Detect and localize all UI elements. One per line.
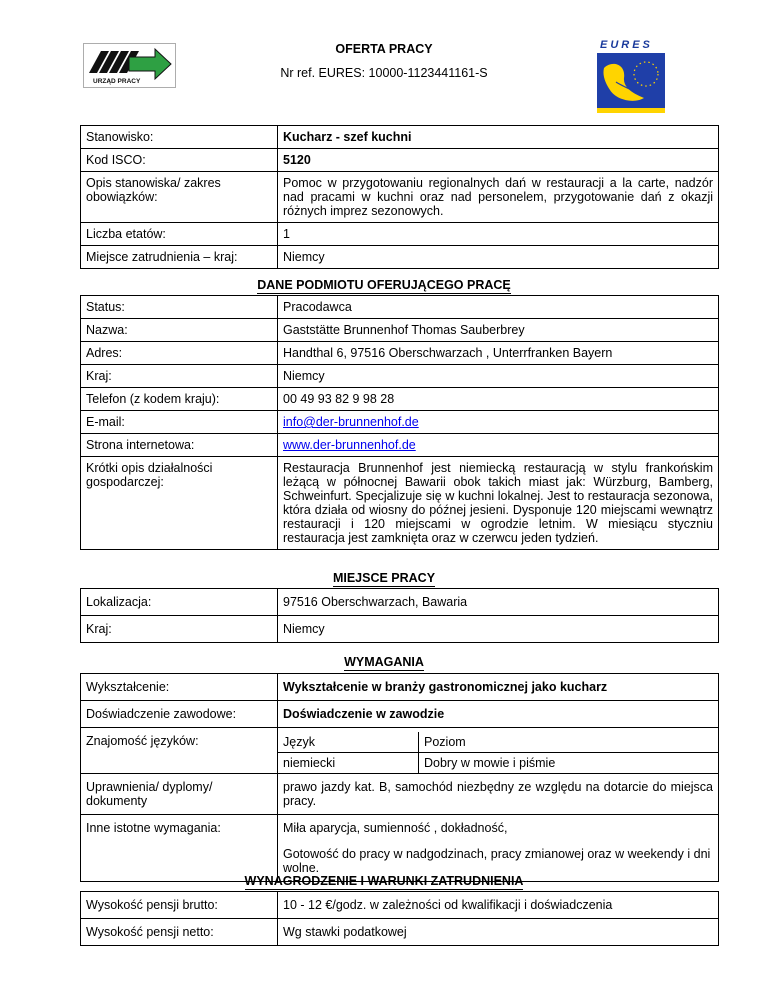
row-label: Doświadczenie zawodowe:	[81, 701, 278, 728]
section-heading-employer: DANE PODMIOTU OFERUJĄCEGO PRACĘ	[257, 278, 511, 292]
reference-number: Nr ref. EURES: 10000-1123441161-S	[280, 66, 488, 80]
row-label: Strona internetowa:	[81, 434, 278, 457]
row-label: Uprawnienia/ dyplomy/ dokumenty	[81, 774, 278, 815]
row-value: Doświadczenie w zawodzie	[278, 701, 719, 728]
row-label: Liczba etatów:	[81, 223, 278, 246]
row-label: Status:	[81, 296, 278, 319]
section-heading-salary: WYNAGRODZENIE I WARUNKI ZATRUDNIENIA	[244, 874, 524, 888]
row-value: Kucharz - szef kuchni	[278, 126, 719, 149]
website-link[interactable]: www.der-brunnenhof.de	[283, 438, 416, 452]
row-label: Telefon (z kodem kraju):	[81, 388, 278, 411]
row-value: prawo jazdy kat. B, samochód niezbędny ze względu na dotarcie do miejsca pracy.	[278, 774, 719, 815]
languages-cell	[278, 728, 719, 774]
section-heading-requirements: WYMAGANIA	[344, 655, 424, 669]
row-label: Kraj:	[81, 365, 278, 388]
page-title: OFERTA PRACY	[335, 42, 433, 56]
row-value: 97516 Oberschwarzach, Bawaria	[278, 589, 719, 616]
row-label: Opis stanowiska/ zakres obowiązków:	[81, 172, 278, 223]
section-heading-place: MIEJSCE PRACY	[332, 571, 436, 585]
urzad-pracy-logo	[83, 43, 176, 88]
row-value: Niemcy	[278, 246, 719, 269]
level-col-header: Poziom	[419, 732, 719, 753]
row-label: E-mail:	[81, 411, 278, 434]
job-row-country	[81, 246, 719, 269]
job-table	[80, 125, 719, 269]
svg-text:URZĄD PRACY: URZĄD PRACY	[93, 78, 141, 85]
job-row-description	[81, 172, 719, 223]
row-label: Znajomość języków:	[81, 728, 278, 774]
job-row-positions-count	[81, 223, 719, 246]
row-label: Kraj:	[81, 616, 278, 643]
row-label: Wysokość pensji brutto:	[81, 892, 278, 919]
row-label: Inne istotne wymagania:	[81, 815, 278, 882]
salary-table	[80, 891, 719, 946]
row-value: 00 49 93 82 9 98 28	[278, 388, 719, 411]
row-label: Wysokość pensji netto:	[81, 919, 278, 946]
row-label: Kod ISCO:	[81, 149, 278, 172]
row-value: 10 - 12 €/godz. w zależności od kwalifikacji i doświadczenia	[278, 892, 719, 919]
other-requirements-cell	[278, 815, 719, 882]
job-row-position	[81, 126, 719, 149]
eures-logo	[594, 38, 670, 118]
row-value: Wykształcenie w branży gastronomicznej jako kucharz	[278, 674, 719, 701]
row-label: Lokalizacja:	[81, 589, 278, 616]
row-value: Handthal 6, 97516 Oberschwarzach , Unterrfranken Bayern	[278, 342, 719, 365]
row-value: Pracodawca	[278, 296, 719, 319]
row-label: Krótki opis działalności gospodarczej:	[81, 457, 278, 550]
row-value: Niemcy	[278, 365, 719, 388]
place-table	[80, 588, 719, 643]
row-value: Niemcy	[278, 616, 719, 643]
row-label: Nazwa:	[81, 319, 278, 342]
languages-table	[278, 732, 718, 773]
lang-col-header: Język	[278, 732, 419, 753]
requirements-table	[80, 673, 719, 882]
svg-text:EURES: EURES	[600, 39, 653, 51]
other-requirement-1: Miła aparycja, sumienność , dokładność,	[283, 821, 508, 835]
other-requirement-2: Gotowość do pracy w nadgodzinach, pracy zmianowej oraz w weekendy i dni wolne.	[283, 847, 711, 875]
row-value: Gaststätte Brunnenhof Thomas Sauberbrey	[278, 319, 719, 342]
row-label: Miejsce zatrudnienia – kraj:	[81, 246, 278, 269]
employer-table	[80, 295, 719, 550]
row-value: Pomoc w przygotowaniu regionalnych dań w restauracji a la carte, nadzór nad pracami w kuchni oraz nad personelem, przygotowanie dań z okazji różnych imprez sezonowych.	[278, 172, 719, 223]
row-label: Stanowisko:	[81, 126, 278, 149]
row-value: 5120	[278, 149, 719, 172]
lang-level: Dobry w mowie i piśmie	[419, 753, 719, 774]
row-value: Restauracja Brunnenhof jest niemiecką restauracją w stylu frankońskim leżącą w północnej Bawarii obok takich miast jak: Würzburg, Bamberg, Schweinfurt. Specjalizuje się w kuchni lokalnej. Jest to restauracja sezonowa, która działa od wiosny do późnej jesieni. Dysponuje 120 miejscami wewnątrz restauracji i 120 miejscami w ogrodzie letnim. W miesiącu styczniu restauracja jest zamknięta oraz w czerwcu jeden tydzień.	[278, 457, 719, 550]
row-label: Adres:	[81, 342, 278, 365]
lang-name: niemiecki	[278, 753, 419, 774]
row-value: Wg stawki podatkowej	[278, 919, 719, 946]
row-value: 1	[278, 223, 719, 246]
job-row-isco	[81, 149, 719, 172]
email-link[interactable]: info@der-brunnenhof.de	[283, 415, 419, 429]
row-label: Wykształcenie:	[81, 674, 278, 701]
